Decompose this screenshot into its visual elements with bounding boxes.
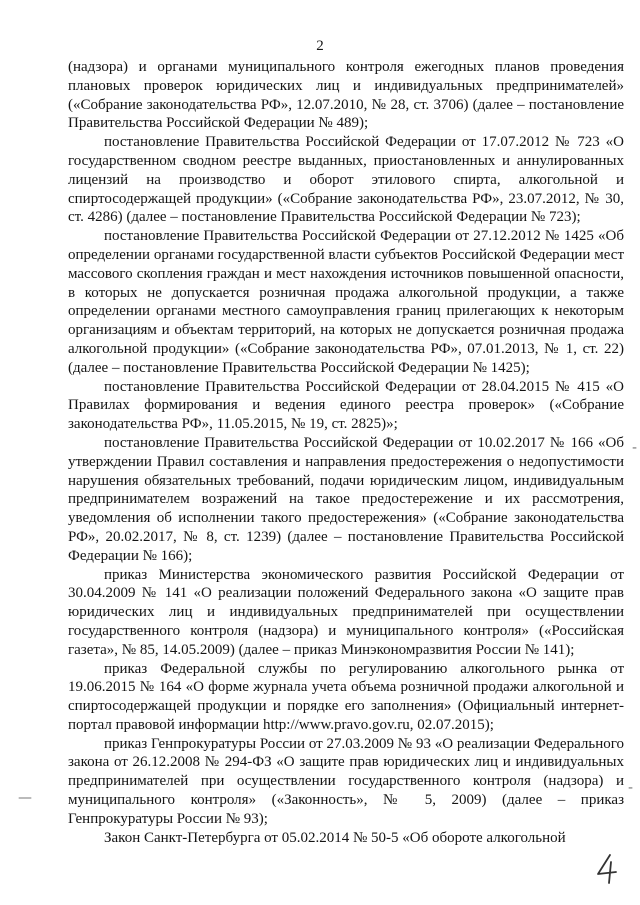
paragraph-spb-law: Закон Санкт-Петербурга от 05.02.2014 № 50-5 «Об обороте алкогольной — [104, 829, 566, 846]
paragraph-decree-723: постановление Правительства Российской Федерации от 17.07.2012 № 723 «О государственном сводном реестре выданных, приостановленных и аннулированных лицензий на производство и оборот этилового спирта, алкогольной и спиртосодержащей продукции» («Собрание законодательства РФ», 23.07.2012, № 30, ст. 4286) (далее – постановление Правительства Российской Федерации № 723); — [68, 134, 624, 226]
document-body — [68, 58, 624, 847]
paragraph-decree-415: постановление Правительства Российской Федерации от 28.04.2015 № 415 «О Правилах формирования и ведения единого реестра проверок» («Собрание законодательства РФ», 11.05.2015, № 19, ст. 2825)»; — [68, 378, 624, 433]
paragraph-decree-1425: постановление Правительства Российской Федерации от 27.12.2012 № 1425 «Об определении органами государственной власти субъектов Российской Федерации мест массового скопления граждан и мест нахождения источников повышенной опасности, в которых не допускается розничная продажа алкогольной продукции, а также определении органами местного самоуправления границ прилегающих к некоторым организациям и объектам территорий, на которых не допускается розничная продажа алкогольной продукции» («Собрание законодательства РФ», 07.01.2013, № 1, ст. 22) (далее – постановление Правительства Российской Федерации № 1425); — [68, 228, 624, 376]
handwritten-page-mark — [592, 852, 622, 886]
margin-dash-mark-right: - — [628, 780, 634, 796]
margin-dash-mark: - — [632, 440, 638, 456]
paragraph-489-continuation: (надзора) и органами муниципального контроля ежегодных планов проведения плановых проверок юридических лиц и индивидуальных предпринимателей» («Собрание законодательства РФ», 12.07.2010, № 28, ст. 3706) (далее – постановление Правительства Российской Федерации № 489); — [68, 59, 624, 132]
page-number: 2 — [316, 38, 324, 54]
margin-dash-mark-left: — — [18, 790, 32, 806]
paragraph-order-93: приказ Генпрокуратуры России от 27.03.2009 № 93 «О реализации Федерального закона от 26.12.2008 № 294-ФЗ «О защите прав юридических лиц и индивидуальных предпринимателей при осуществлении государственного контроля (надзора) и муниципального контроля» («Законность», № 5, 2009) (далее – приказ Генпрокуратуры России № 93); — [68, 735, 624, 827]
paragraph-decree-166: постановление Правительства Российской Федерации от 10.02.2017 № 166 «Об утверждении Правил составления и направления предостережения о недопустимости нарушения обязательных требований, подачи юридическим лицом, индивидуальным предпринимателем возражений на такое предостережение и их рассмотрения, уведомления об исполнении такого предостережения» («Собрание законодательства РФ», 20.02.2017, № 8, ст. 1239) (далее – постановление Правительства Российской Федерации № 166); — [68, 434, 624, 564]
paragraph-order-164: приказ Федеральной службы по регулированию алкогольного рынка от 19.06.2015 № 164 «О форме журнала учета объема розничной продажи алкогольной и спиртосодержащей продукции и порядке его заполнения» (Официальный интернет-портал правовой информации http://www.pravo.gov.ru, 02.07.2015); — [68, 660, 624, 733]
paragraph-order-141: приказ Министерства экономического развития Российской Федерации от 30.04.2009 № 141 «О реализации положений Федерального закона «О защите прав юридических лиц и индивидуальных предпринимателей при осуществлении государственного контроля (надзора) и муниципального контроля» («Российская газета», № 85, 14.05.2009) (далее – приказ Минэкономразвития России № 141); — [68, 566, 624, 658]
